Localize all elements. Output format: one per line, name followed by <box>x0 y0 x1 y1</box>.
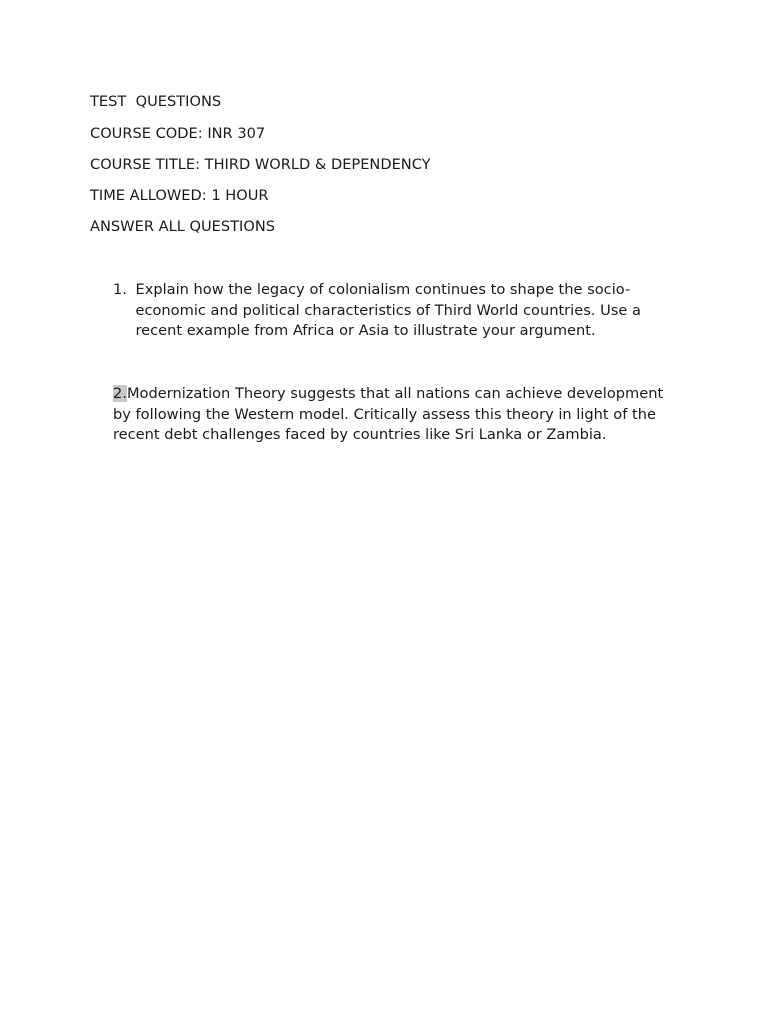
course-title: COURSE TITLE: THIRD WORLD & DEPENDENCY <box>90 156 431 173</box>
time-allowed: TIME ALLOWED: 1 HOUR <box>90 187 269 204</box>
question-1-number: 1. <box>113 281 127 298</box>
question-2 <box>113 384 678 446</box>
course-code: COURSE CODE: INR 307 <box>90 125 266 142</box>
question-2-text: Modernization Theory suggests that all nations can achieve development by following the Western model. Critically assess this theory in light of the recent debt challenges faced by countries like Sri Lanka or Zambia. <box>113 385 664 444</box>
question-2-number: 2. <box>113 385 127 402</box>
question-1 <box>113 280 673 342</box>
instruction: ANSWER ALL QUESTIONS <box>90 218 276 235</box>
question-1-text: Explain how the legacy of colonialism continues to shape the socio-economic and political characteristics of Third World countries. Use a recent example from Africa or Asia to illustrate your argument. <box>135 281 641 340</box>
test-heading: TEST QUESTIONS <box>90 93 222 110</box>
